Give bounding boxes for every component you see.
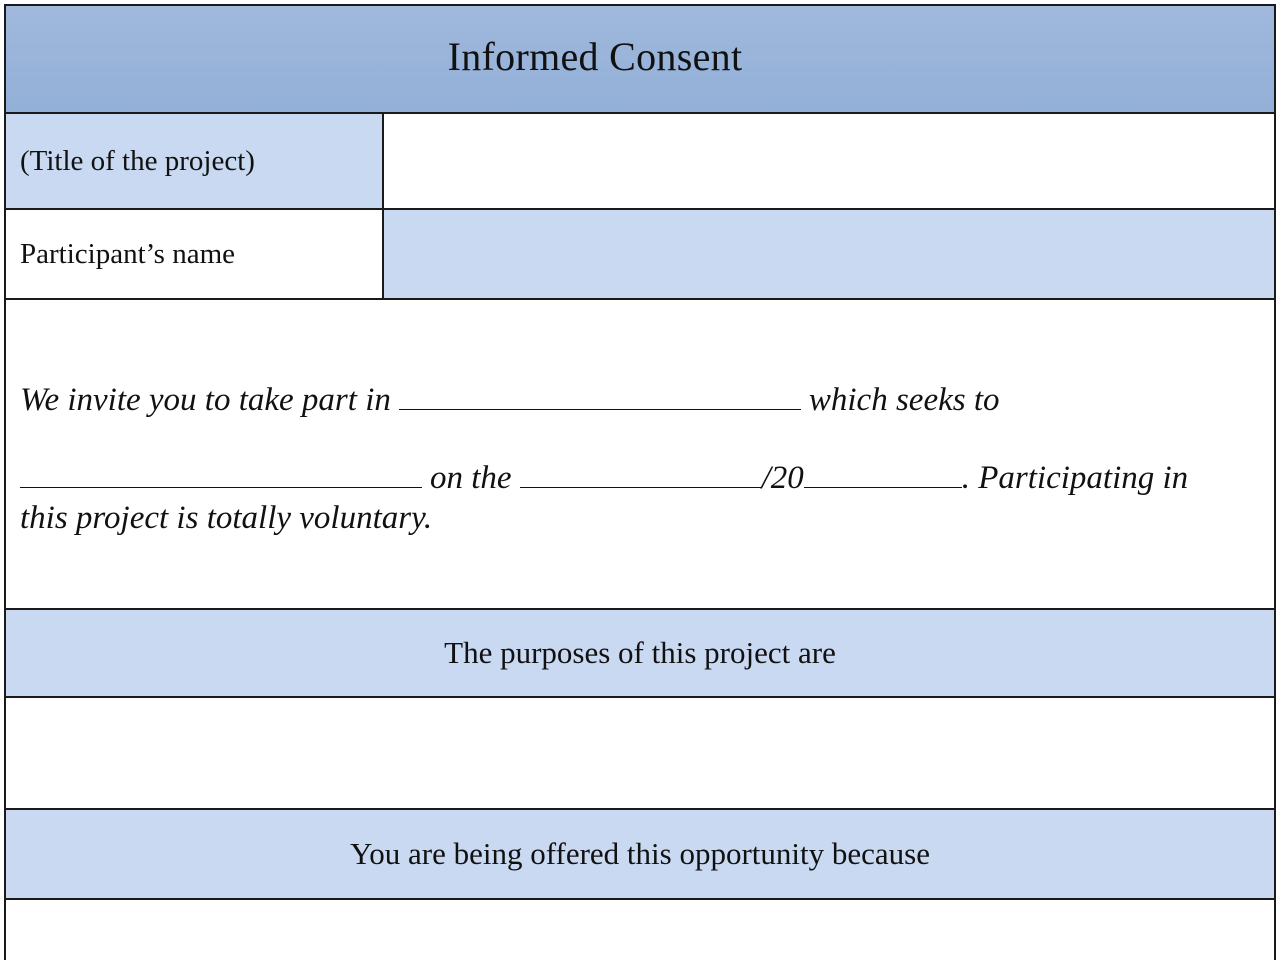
opportunity-heading-text: You are being offered this opportunity because	[350, 836, 930, 871]
opportunity-field[interactable]	[6, 900, 1274, 962]
consent-form	[4, 4, 1276, 960]
invite-text-5: . Participating in	[961, 460, 1189, 496]
participant-name-field[interactable]	[384, 210, 1274, 298]
project-title-label: (Title of the project)	[6, 114, 384, 208]
invite-text-2: which seeks to	[808, 382, 1000, 418]
form-title: Informed Consent	[447, 33, 743, 79]
invitation-section	[6, 300, 1274, 610]
purposes-heading-text: The purposes of this project are	[444, 635, 836, 670]
participant-name-row	[6, 210, 1274, 300]
invite-text-1: We invite you to take part in	[20, 382, 391, 418]
date-blank-field[interactable]	[520, 458, 762, 488]
purpose-blank-field[interactable]	[20, 458, 422, 488]
invitation-line-2	[20, 458, 1254, 498]
invite-text-3: on the	[430, 460, 512, 496]
opportunity-heading	[6, 810, 1274, 900]
participant-name-label: Participant’s name	[6, 210, 384, 298]
invite-text-6: this project is totally voluntary.	[20, 500, 433, 536]
purposes-field[interactable]	[6, 698, 1274, 810]
invitation-line-1	[20, 380, 1254, 420]
project-title-row	[6, 114, 1274, 210]
invitation-line-3	[20, 498, 1254, 538]
purposes-heading	[6, 610, 1274, 698]
project-title-field[interactable]	[384, 114, 1274, 208]
invite-text-4: /20	[761, 460, 804, 496]
year-blank-field[interactable]	[804, 458, 962, 488]
project-blank-field[interactable]	[399, 380, 801, 410]
form-header	[6, 6, 1274, 114]
